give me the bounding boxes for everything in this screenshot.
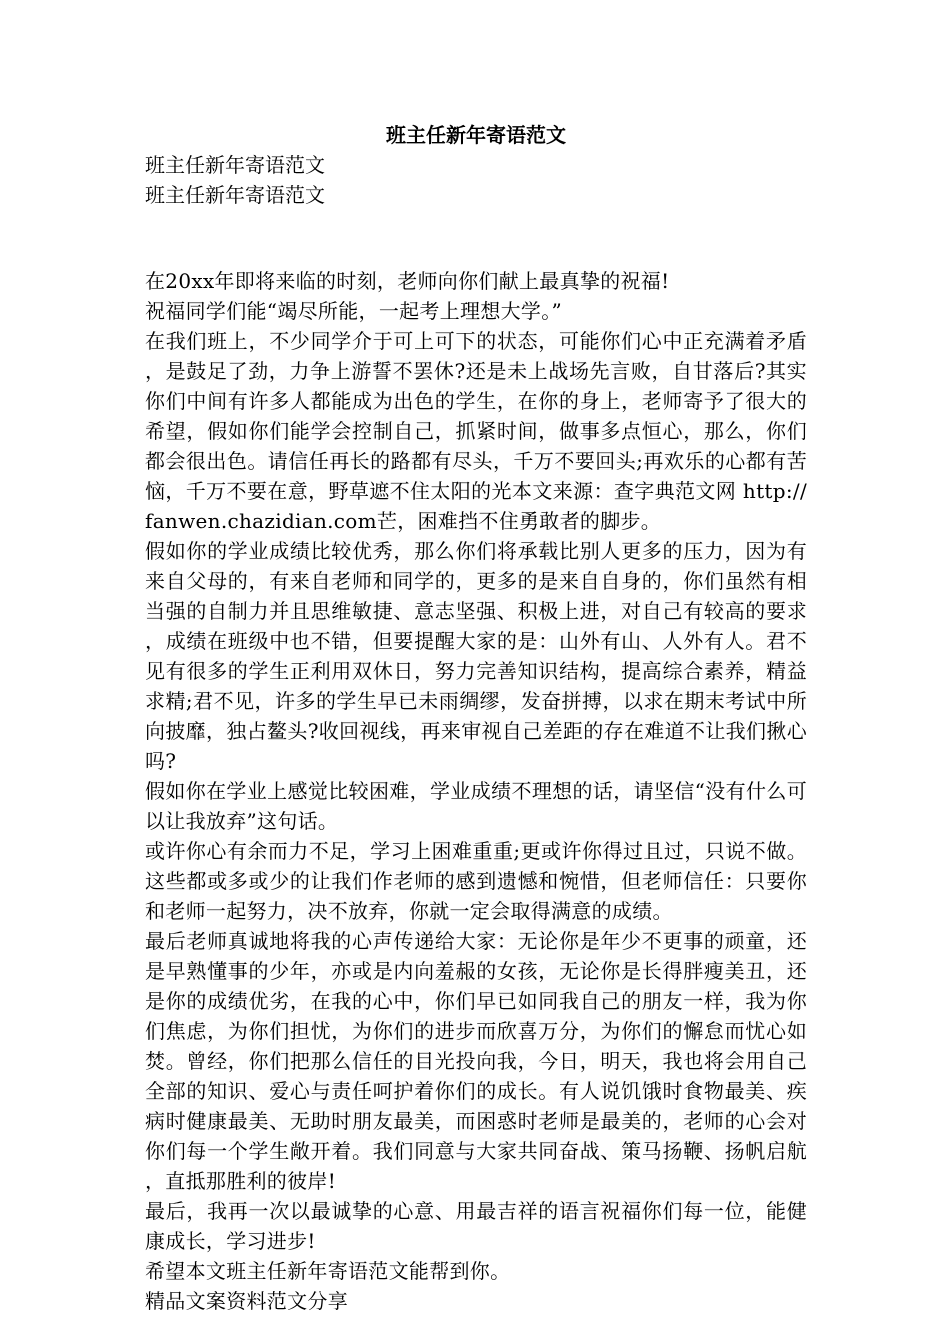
paragraph: 在20xx年即将来临的时刻，老师向你们献上最真挚的祝福! [145, 269, 670, 293]
paragraph: 或许你心有余而力不足，学习上困难重重;更或许你得过且过，只说不做。这些都或多或少的让我们作老师的感到遗憾和惋惜，但老师信任：只要你和老师一起努力，决不放弃，你就一定会取得满意的成绩。 [145, 839, 807, 923]
paragraph: 在我们班上，不少同学介于可上可下的状态，可能你们心中正充满着矛盾，是鼓足了劲，力争上游誓不罢休?还是未上战场先言败，自甘落后?其实你们中间有许多人都能成为出色的学生，在你的身上，老师寄予了很大的希望，假如你们能学会控制自己，抓紧时间，做事多点恒心，那么，你们都会很出色。请信任再长的路都有尽头，千万不要回头;再欢乐的心都有苦恼，千万不要在意，野草遮不住太阳的光本文来源：查字典范文网 http://fanwen.chazidian.com芒，困难挡不住勇敢者的脚步。 [145, 329, 807, 533]
spacer [145, 210, 807, 266]
subtitle-line: 班主任新年寄语范文 [145, 153, 325, 177]
paragraph: 假如你在学业上感觉比较困难，学业成绩不理想的话，请坚信“没有什么可以让我放弃”这句话。 [145, 779, 807, 833]
document-title: 班主任新年寄语范文 [386, 123, 566, 147]
paragraph: 祝福同学们能“竭尽所能，一起考上理想大学。” [145, 299, 563, 323]
paragraph: 精品文案资料范文分享 [145, 1289, 348, 1313]
subtitle-line: 班主任新年寄语范文 [145, 183, 325, 207]
paragraph: 最后，我再一次以最诚挚的心意、用最吉祥的语言祝福你们每一位，能健康成长，学习进步! [145, 1199, 807, 1253]
paragraph: 最后老师真诚地将我的心声传递给大家：无论你是年少不更事的顽童，还是早熟懂事的少年，亦或是内向羞赧的女孩，无论你是长得胖瘦美丑，还是你的成绩优劣，在我的心中，你们早已如同我自己的朋友一样，我为你们焦虑，为你们担忧，为你们的进步而欣喜万分，为你们的懈怠而忧心如焚。曾经，你们把那么信任的目光投向我，今日，明天，我也将会用自己全部的知识、爱心与责任呵护着你们的成长。有人说饥饿时食物最美、疾病时健康最美、无助时朋友最美，而困惑时老师是最美的，老师的心会对你们每一个学生敞开着。我们同意与大家共同奋战、策马扬鞭、扬帆启航，直抵那胜利的彼岸! [145, 929, 807, 1193]
paragraph: 假如你的学业成绩比较优秀，那么你们将承载比别人更多的压力，因为有来自父母的，有来自老师和同学的，更多的是来自自身的，你们虽然有相当强的自制力并且思维敏捷、意志坚强、积极上进，对自己有较高的要求，成绩在班级中也不错，但要提醒大家的是：山外有山、人外有人。君不见有很多的学生正利用双休日，努力完善知识结构，提高综合素养，精益求精;君不见，许多的学生早已未雨绸缪，发奋拼搏，以求在期末考试中所向披靡，独占鳌头?收回视线，再来审视自己差距的存在难道不让我们揪心吗? [145, 539, 807, 773]
paragraph: 希望本文班主任新年寄语范文能帮到你。 [145, 1259, 511, 1283]
document-page [145, 118, 807, 1316]
